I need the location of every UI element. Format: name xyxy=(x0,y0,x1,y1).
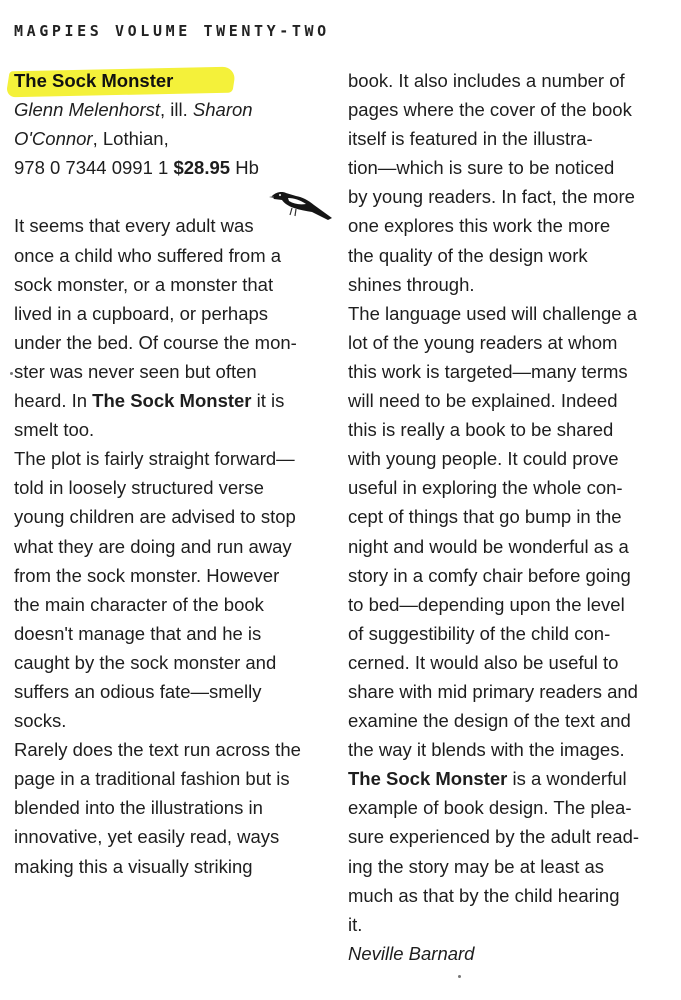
body-line: lived in a cupboard, or perhaps xyxy=(14,302,269,324)
body-line: of suggestibility of the child con- xyxy=(348,622,611,644)
body-line: cept of things that go bump in the xyxy=(348,506,622,528)
body-line: will need to be explained. Indeed xyxy=(348,390,618,412)
body-line: The language used will challenge a xyxy=(348,302,638,324)
magazine-masthead: MAGPIES VOLUME TWENTY-TWO xyxy=(14,22,330,40)
body-line: blended into the illustrations in xyxy=(14,797,263,819)
body-line: pages where the cover of the book xyxy=(348,99,632,121)
body-line xyxy=(348,764,670,793)
price: $28.95 xyxy=(173,157,231,179)
body-line: examine the design of the text and xyxy=(348,710,631,732)
body-line: one explores this work the more xyxy=(348,215,611,237)
body-line: with young people. It could prove xyxy=(348,448,619,470)
body-line: example of book design. The plea- xyxy=(348,797,632,819)
reviewer-name: Neville Barnard xyxy=(348,942,475,964)
format: Hb xyxy=(230,157,259,179)
left-body-text xyxy=(14,211,332,880)
body-line: much as that by the child hearing xyxy=(348,884,620,906)
body-line: doesn't manage that and he is xyxy=(14,622,262,644)
body-line xyxy=(14,386,332,415)
body-line: innovative, yet easily read, ways xyxy=(14,826,280,848)
right-body-text xyxy=(348,66,670,939)
body-line: under the bed. Of course the mon- xyxy=(14,331,297,353)
body-line: shines through. xyxy=(348,273,475,295)
body-line: suffers an odious fate—smelly xyxy=(14,680,262,702)
print-speck xyxy=(458,975,461,978)
body-line: sure experienced by the adult read- xyxy=(348,826,640,848)
body-line: The plot is fairly straight forward— xyxy=(14,448,295,470)
body-text-fragment: is a wonderful xyxy=(507,768,627,790)
print-speck xyxy=(10,372,13,375)
body-line: cerned. It would also be useful to xyxy=(348,651,619,673)
body-line: night and would be wonderful as a xyxy=(348,535,629,557)
body-line: ster was never seen but often xyxy=(14,360,257,382)
author-name: Glenn Melenhorst xyxy=(14,99,161,121)
body-line: the way it blends with the images. xyxy=(348,739,625,761)
body-line: It seems that every adult was xyxy=(14,215,254,237)
body-line: lot of the young readers at whom xyxy=(348,331,618,353)
title-highlight-wrap xyxy=(14,66,173,95)
illustrator-prefix: , ill. xyxy=(160,99,193,121)
book-title-reference: The Sock Monster xyxy=(348,768,508,790)
body-line: book. It also includes a number of xyxy=(348,70,625,91)
illustrator-name-part1: Sharon xyxy=(192,99,253,121)
body-line: once a child who suffered from a xyxy=(14,244,282,266)
body-line: share with mid primary readers and xyxy=(348,680,638,702)
body-line: this work is targeted—many terms xyxy=(348,360,628,382)
book-title: The Sock Monster xyxy=(14,70,174,91)
body-line: ing the story may be at least as xyxy=(348,855,605,877)
body-line: making this a visually striking xyxy=(14,855,253,877)
body-line: page in a traditional fashion but is xyxy=(14,768,290,790)
book-title-reference: The Sock Monster xyxy=(92,390,252,412)
body-line: socks. xyxy=(14,710,67,732)
body-line: from the sock monster. However xyxy=(14,564,280,586)
right-column xyxy=(348,66,670,968)
body-line: caught by the sock monster and xyxy=(14,651,277,673)
body-text-fragment: heard. In xyxy=(14,390,93,412)
body-line: useful in exploring the whole con- xyxy=(348,477,623,499)
body-line: tion—which is sure to be noticed xyxy=(348,157,615,179)
illustrator-name-part2: O'Connor xyxy=(14,128,93,150)
body-line: told in loosely structured verse xyxy=(14,477,264,499)
body-line: young children are advised to stop xyxy=(14,506,296,528)
publisher-name: , Lothian, xyxy=(92,128,169,150)
credits-line-1 xyxy=(14,95,332,124)
body-line: Rarely does the text run across the xyxy=(14,739,301,761)
body-line: story in a comfy chair before going xyxy=(348,564,631,586)
magpie-bird-icon xyxy=(268,182,334,224)
credits-line-2 xyxy=(14,124,332,153)
body-line: sock monster, or a monster that xyxy=(14,273,274,295)
body-line: itself is featured in the illustra- xyxy=(348,128,593,150)
body-line: by young readers. In fact, the more xyxy=(348,186,635,208)
body-line: it. xyxy=(348,913,363,935)
body-line: this is really a book to be shared xyxy=(348,419,614,441)
body-line: what they are doing and run away xyxy=(14,535,292,557)
body-line: the main character of the book xyxy=(14,593,264,615)
body-line: smelt too. xyxy=(14,419,95,441)
body-text-fragment: it is xyxy=(251,390,285,412)
book-title-line xyxy=(14,66,332,95)
body-line: the quality of the design work xyxy=(348,244,588,266)
body-line: to bed—depending upon the level xyxy=(348,593,625,615)
isbn-price-line xyxy=(14,153,332,182)
isbn: 978 0 7344 0991 1 xyxy=(14,157,174,179)
